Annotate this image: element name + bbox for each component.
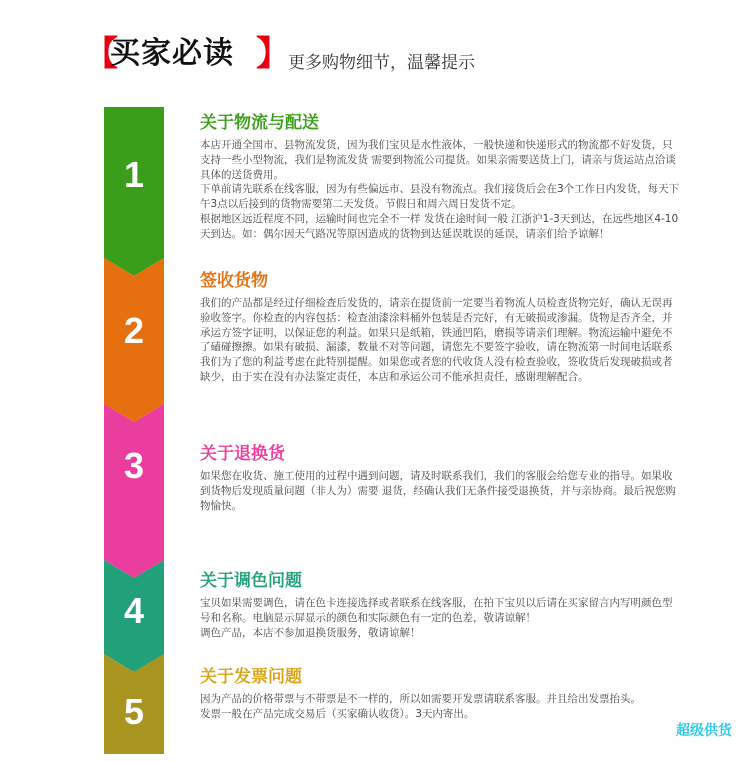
section-paragraph: 我们的产品都是经过仔细检查后发货的，请亲在提货前一定要当着物流人员检查货物完好，确认无误再验收签字。你检查的内容包括：检查油漆涂料桶外包装是否完好，有无破损或渗漏。货物是否齐全，并承运方签字证明，以保证您的利益。如果只是纸箱，铁通凹陷，磨损等请亲们理解。物流运输中避免不了磕碰擦擦。如果有破损、漏漆，数量不对等问题，请您先不要签字验收，请在物流第一时间电话联系我们为了您的利益考虑在此特别提醒。如果您或者您的代收货人没有检查验收，签收货后发现破损或者缺少，由于实在没有办法鉴定责任，本店和承运公司不能承担责任，感谢理解配合。	[200, 297, 673, 383]
section-title: 关于退换货	[200, 444, 285, 464]
section-title: 关于发票问题	[200, 667, 302, 687]
section-logistics	[200, 112, 680, 242]
section-body	[200, 469, 680, 513]
header-bracket-left: 【	[84, 34, 118, 74]
section-invoice	[200, 666, 680, 722]
section-paragraph: 如果您在收货、施工使用的过程中遇到问题，请及时联系我们，我们的客服会给您专业的指导。如果收到货物后发现质量问题（非人为）需要 退货，经确认我们无条件接受退换货，并与亲协商。最后祝您购物愉快。	[200, 470, 676, 512]
page-title: 买家必读	[110, 36, 234, 71]
section-body	[200, 692, 680, 722]
header-bracket-right: 】	[256, 34, 290, 74]
section-paragraph: 宝贝如果需要调色，请在色卡连接选择或者联系在线客服，在拍下宝贝以后请在买家留言内写明颜色型号和名称。电脑显示屏显示的颜色和实际颜色有一定的色差，敬请谅解！	[200, 597, 673, 624]
step-1-number: 1	[123, 154, 145, 195]
section-body	[200, 138, 680, 242]
step-4-number: 4	[123, 590, 145, 631]
section-color-mixing	[200, 570, 680, 640]
section-paragraph: 下单前请先联系在线客服，因为有些偏远市、县没有物流点。我们接货后会在3个工作日内发货，每天下午3点以后接到的货物需要第二天发货。节假日和周六周日发货不定。	[200, 183, 680, 211]
section-receiving	[200, 270, 680, 385]
section-body	[200, 296, 680, 385]
step-3-band	[104, 404, 164, 578]
section-title: 关于调色问题	[200, 571, 302, 591]
section-returns	[200, 443, 680, 513]
step-5-number: 5	[123, 691, 145, 732]
section-paragraph: 本店开通全国市、县物流发货，因为我们宝贝是水性液体，一般快递和快递形式的物流都不好发货，只支持一些小型物流，我们是物流发货 需要到物流公司提货。如果亲需要送货上门，请亲与货运站点洽谈具体的送货费用。	[200, 139, 676, 181]
step-3-number: 3	[123, 445, 145, 486]
section-body	[200, 596, 680, 640]
step-2-number: 2	[123, 310, 145, 351]
watermark-text: 超级供货	[676, 723, 732, 739]
section-title: 关于物流与配送	[200, 113, 319, 133]
section-paragraph: 根据地区远近程度不同，运输时间也完全不一样 发货在途时间一般 江浙沪1-3天到达，在远些地区4-10天到达。如：偶尔因天气路况等原因造成的货物到达延误耽误的延误，请亲们给予谅解！	[200, 212, 679, 240]
page-subtitle: 更多购物细节，温馨提示	[288, 53, 475, 73]
section-paragraph: 因为产品的价格带票与不带票是不一样的，所以如需要开发票请联系客服。并且给出发票抬头。	[200, 693, 641, 705]
section-title: 签收货物	[200, 271, 268, 291]
section-paragraph: 发票一般在产品完成交易后（买家确认收货）。3天内寄出。	[200, 707, 475, 720]
section-paragraph: 调色产品，本店不参加退换货服务，敬请谅解！	[200, 626, 421, 639]
